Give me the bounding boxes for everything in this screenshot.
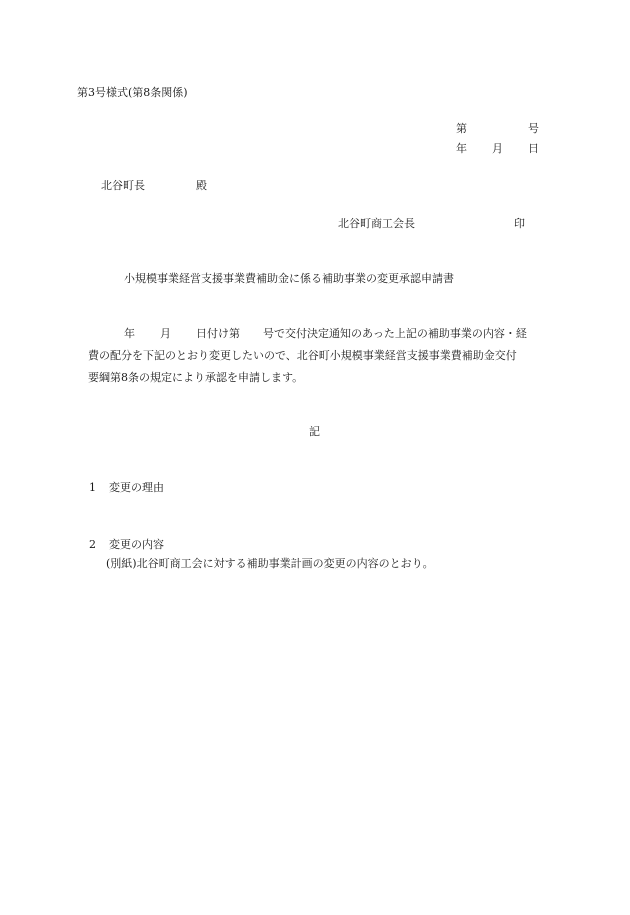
item-1-label: 変更の理由	[109, 481, 164, 494]
item-2-label: 変更の内容	[109, 538, 164, 551]
addressee-honorific: 殿	[196, 179, 207, 192]
item-1-number: 1	[89, 481, 96, 494]
date-year-label: 年	[456, 142, 467, 155]
ki-heading: 記	[309, 425, 320, 438]
seal-mark: 印	[514, 217, 525, 230]
document-title: 小規模事業経営支援事業費補助金に係る補助事業の変更承認申請書	[124, 272, 454, 285]
addressee-name: 北谷町長	[101, 179, 145, 192]
body-line-3: 要綱第8条の規定により承認を申請します。	[88, 371, 304, 384]
doc-number-suffix: 号	[528, 122, 539, 135]
body-line-1-text: 号で交付決定通知のあった上記の補助事業の内容・経	[263, 327, 527, 340]
body-day-label: 日付け第	[196, 327, 240, 340]
date-day-label: 日	[528, 142, 539, 155]
doc-number-prefix: 第	[456, 122, 467, 135]
body-year-label: 年	[124, 327, 135, 340]
date-month-label: 月	[492, 142, 503, 155]
item-2-detail: (別紙)北谷町商工会に対する補助事業計画の変更の内容のとおり。	[106, 557, 434, 570]
item-2-number: 2	[89, 538, 96, 551]
body-line-2: 費の配分を下記のとおり変更したいので、北谷町小規模事業経営支援事業費補助金交付	[88, 349, 517, 362]
body-month-label: 月	[160, 327, 171, 340]
form-label: 第3号様式(第8条関係)	[77, 86, 188, 99]
item-1	[89, 482, 164, 493]
item-2	[89, 539, 164, 550]
sender-name: 北谷町商工会長	[338, 217, 415, 230]
